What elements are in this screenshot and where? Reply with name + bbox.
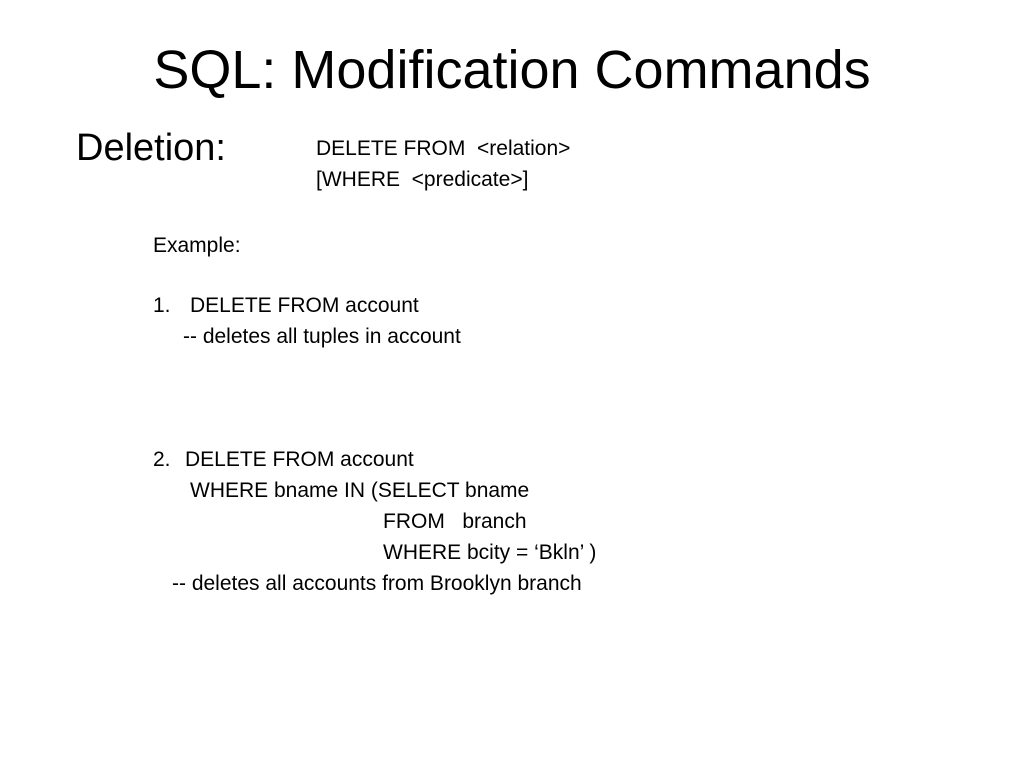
example1-comment: -- deletes all tuples in account: [183, 325, 461, 348]
example1-number: 1.: [153, 294, 171, 317]
example2-statement: DELETE FROM account: [185, 448, 414, 471]
example2-where-line: WHERE bname IN (SELECT bname: [190, 479, 530, 502]
syntax-line-delete: DELETE FROM <relation>: [316, 137, 571, 160]
example1-statement: DELETE FROM account: [190, 294, 419, 317]
syntax-line-where: [WHERE <predicate>]: [316, 168, 529, 191]
example-heading: Example:: [153, 234, 241, 257]
section-label-deletion: Deletion:: [76, 127, 226, 169]
example2-from-line: FROM branch: [383, 510, 527, 533]
example2-number: 2.: [153, 448, 171, 471]
example2-where-inner-line: WHERE bcity = ‘Bkln’ ): [383, 541, 597, 564]
example2-comment: -- deletes all accounts from Brooklyn branch: [172, 572, 582, 595]
slide-title: SQL: Modification Commands: [153, 40, 871, 100]
